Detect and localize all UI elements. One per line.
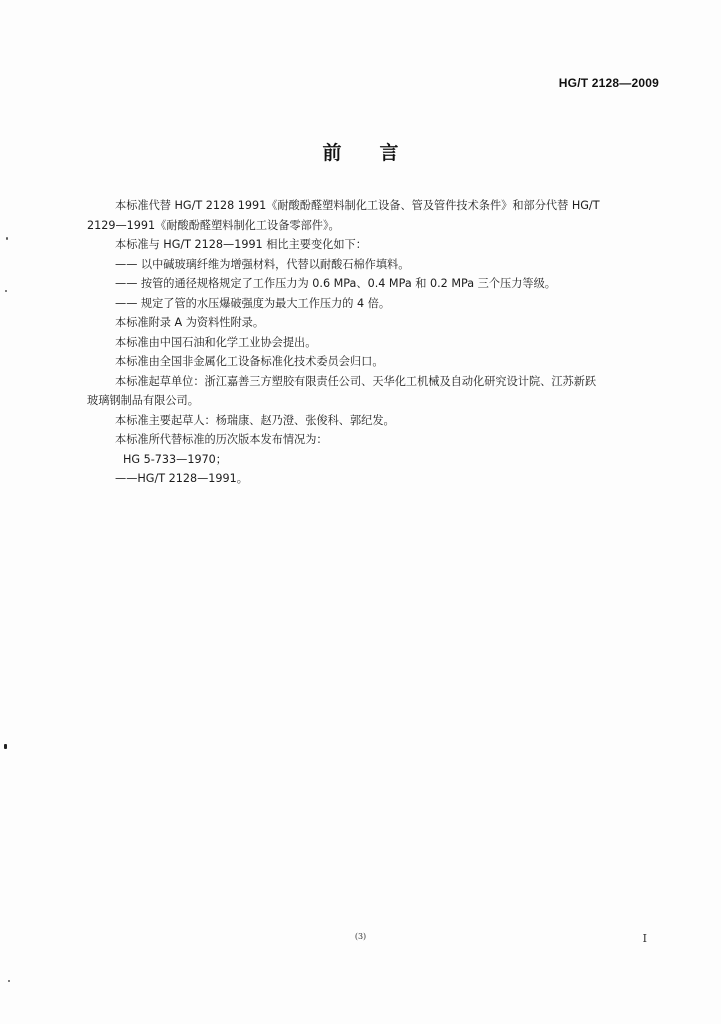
paragraph-centralized-by: 本标准由全国非金属化工设备标准化技术委员会归口。	[115, 355, 384, 368]
title-char-2: 言	[379, 142, 399, 164]
footer-page-number: I	[642, 932, 647, 945]
title-char-1: 前	[322, 142, 342, 164]
paragraph-annex: 本标准附录 A 为资料性附录。	[115, 316, 265, 329]
scan-speck	[8, 980, 10, 982]
scan-speck	[5, 290, 7, 292]
change-item-1: —— 以中碱玻璃纤维为增强材料，代替以耐酸石棉作填料。	[115, 257, 410, 271]
paragraph-history-intro: 本标准所代替标准的历次版本发布情况为：	[115, 433, 328, 446]
paragraph-drafters: 本标准主要起草人：杨瑞康、赵乃澄、张俊科、郭纪发。	[115, 413, 395, 427]
foreword-body	[89, 196, 659, 489]
footer-page-label: (3)	[354, 932, 367, 941]
history-item-1: HG 5-733—1970；	[123, 452, 227, 466]
change-item-3: —— 规定了管的水压爆破强度为最大工作压力的 4 倍。	[115, 296, 391, 310]
scan-speck	[4, 744, 7, 749]
paragraph-drafting-units-line-1: 本标准起草单位：浙江嘉善三方塑胶有限责任公司、天华化工机械及自动化研究设计院、江苏新跃	[115, 374, 597, 388]
paragraph-replaces-line-1: 本标准代替 HG/T 2128 1991《耐酸酚醛塑料制化工设备、管及管件技术条件》和部分代替 HG/T	[115, 199, 600, 212]
paragraph-drafting-units-line-2: 玻璃钢制品有限公司。	[87, 394, 199, 407]
change-item-2: —— 按管的通径规格规定了工作压力为 0.6 MPa、0.4 MPa 和 0.2 MPa 三个压力等级。	[115, 277, 556, 290]
paragraph-changes-intro: 本标准与 HG/T 2128—1991 相比主要变化如下：	[115, 238, 367, 251]
scan-speck	[6, 237, 8, 240]
standard-code: HG/T 2128—2009	[558, 76, 659, 90]
paragraph-replaces-line-2: 2129—1991《耐酸酚醛塑料制化工设备零部件》。	[87, 218, 340, 232]
history-item-2: ——HG/T 2128—1991。	[115, 472, 248, 485]
page-title	[0, 138, 721, 165]
paragraph-proposed-by: 本标准由中国石油和化学工业协会提出。	[115, 335, 317, 349]
